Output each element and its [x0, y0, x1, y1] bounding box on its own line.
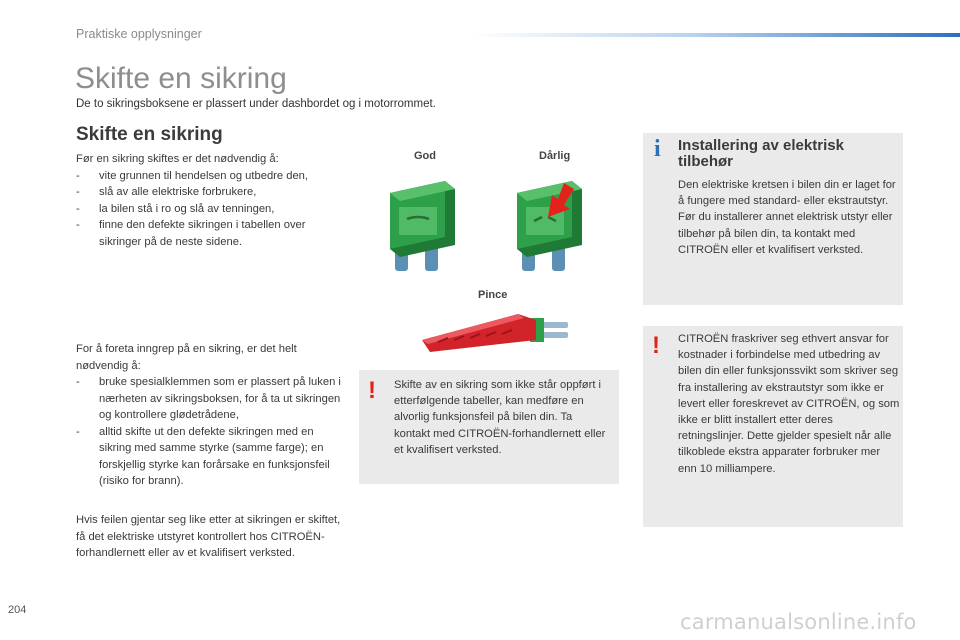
info-paragraph-1: Den elektriske kretsen i bilen din er laget for å fungere med standard- eller ekstrautstyr. — [678, 179, 896, 208]
info-icon: i — [654, 136, 661, 162]
liability-text: CITROËN fraskriver seg ethvert ansvar for kostnader i forbindelse med utbedring av bilen din eller funksjonssvikt som skriver seg fra installering av ekstrautstyr som ikke er levert eller foreskrevet av CITROËN, og som ikke er blitt installert etter deres retningslinjer. Dette gjelder spesielt når alle tilkoblede ekstra apparater forbruker mer enn 10 milliampere. — [678, 333, 900, 475]
repeat-fault-text: Hvis feilen gjentar seg like etter at sikringen er skiftet, få det elektriske utstyret kontrollert hos CITROËN-forhandlernett eller av et kvalifisert verksted. — [76, 514, 341, 559]
watermark: carmanualsonline.info — [680, 610, 917, 634]
list-item: - bruke spesialklemmen som er plassert på luken i nærheten av sikringsboksen, for å ta ut sikringen og kontrollere glødetrådene, — [76, 374, 346, 424]
bad-fuse-illustration — [512, 175, 587, 275]
exclamation-icon: ! — [652, 332, 660, 359]
page-number: 204 — [8, 604, 27, 616]
exclamation-icon: ! — [368, 377, 376, 404]
info-text — [678, 177, 898, 258]
fuse-prerequisites — [76, 151, 346, 250]
fuse-handling-instructions — [76, 341, 346, 490]
list-item: - vite grunnen til hendelsen og utbedre den, — [76, 168, 346, 185]
fuse-puller-illustration — [418, 310, 578, 355]
label-fuse-puller: Pince — [478, 289, 508, 301]
list-item: - slå av alle elektriske forbrukere, — [76, 184, 346, 201]
label-good-fuse: God — [414, 150, 436, 162]
prerequisites-list — [76, 168, 346, 251]
warning-box-unlisted-fuse — [359, 370, 619, 484]
prerequisites-lead: Før en sikring skiftes er det nødvendig å: — [76, 153, 279, 165]
info-box-electrical-accessories — [643, 133, 903, 305]
warning-text: Skifte av en sikring som ikke står oppført i etterfølgende tabeller, kan medføre en alvorlig funksjonsfeil på bilen din. Ta kontakt med CITROËN-forhandlernett eller et kvalifisert verksted. — [394, 379, 606, 456]
label-bad-fuse: Dårlig — [539, 150, 571, 162]
section-heading: Skifte en sikring — [76, 124, 223, 145]
good-fuse-illustration — [385, 175, 460, 275]
instructions-lead: For å foreta inngrep på en sikring, er det helt nødvendig å: — [76, 343, 297, 372]
info-paragraph-2: Før du installerer annet elektrisk utstyr eller tilbehør på bilen din, ta kontakt med CITROËN eller et kvalifisert verksted. — [678, 211, 893, 256]
running-header: Praktiske opplysninger — [76, 27, 202, 41]
page-intro: De to sikringsboksene er plassert under dashbordet og i motorrommet. — [76, 98, 436, 110]
repeat-fault-note — [76, 512, 346, 562]
warning-box-liability — [643, 326, 903, 527]
info-heading: Installering av elektrisk tilbehør — [678, 137, 844, 170]
list-item: - la bilen stå i ro og slå av tenningen, — [76, 201, 346, 218]
list-item: - finne den defekte sikringen i tabellen over sikringer på de neste sidene. — [76, 217, 346, 250]
page-title: Skifte en sikring — [75, 62, 287, 95]
header-gradient-bar — [470, 33, 960, 37]
list-item: - alltid skifte ut den defekte sikringen med en sikring med samme styrke (samme farge); en forskjellig styrke kan forårsake en funksjonsfeil (risiko for brann). — [76, 424, 346, 490]
instructions-list — [76, 374, 346, 490]
